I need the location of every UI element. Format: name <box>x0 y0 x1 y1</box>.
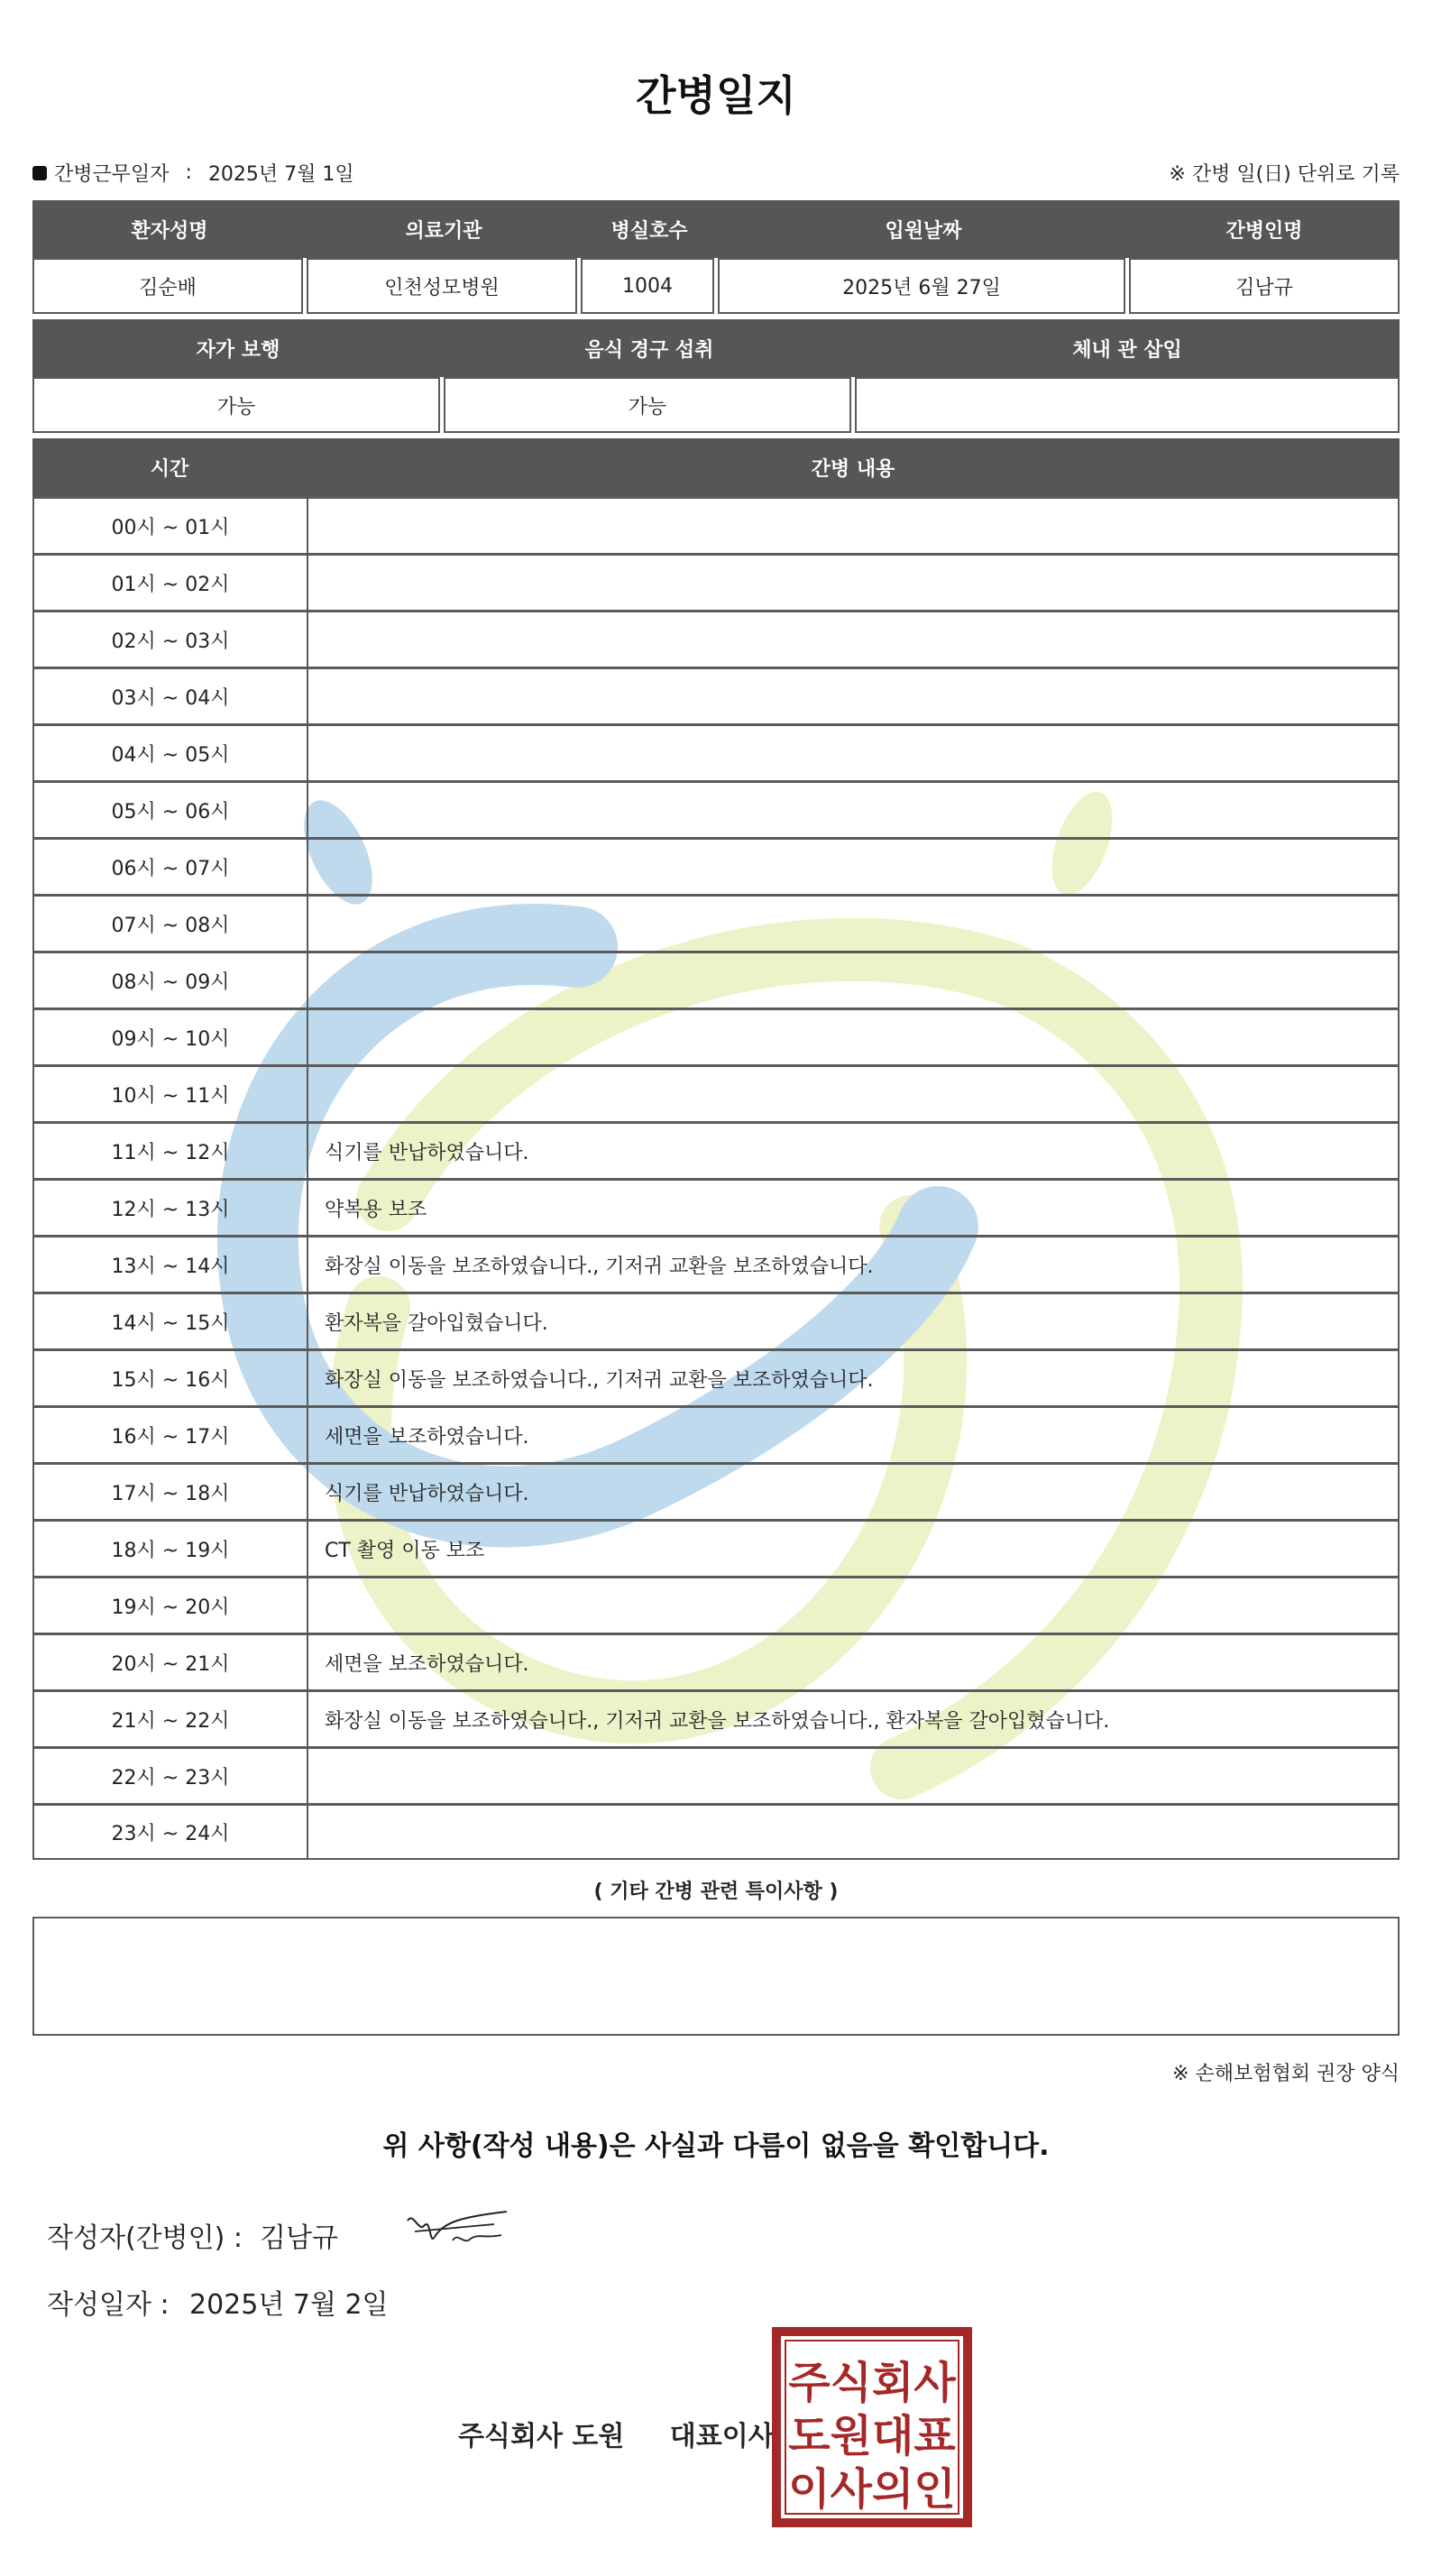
time-slot: 00시 ~ 01시 <box>32 496 307 553</box>
work-date-separator: : <box>185 161 192 184</box>
care-content: 약복용 보조 <box>307 1178 1400 1235</box>
time-slot: 01시 ~ 02시 <box>32 553 307 610</box>
time-slot: 06시 ~ 07시 <box>32 837 307 894</box>
care-content <box>307 553 1400 610</box>
table-row <box>32 667 1400 723</box>
status-info-header <box>32 319 1400 377</box>
caregiver-name-value: 김남규 <box>1129 258 1400 314</box>
care-content: 세면을 보조하였습니다. <box>307 1405 1400 1462</box>
written-date-value: 2025년 7월 2일 <box>189 2289 389 2321</box>
table-row <box>32 610 1400 667</box>
care-content <box>307 723 1400 780</box>
time-slot: 15시 ~ 16시 <box>32 1348 307 1405</box>
time-column-header: 시간 <box>150 457 189 481</box>
tube-insertion-value <box>855 377 1400 433</box>
time-slot: 22시 ~ 23시 <box>32 1746 307 1803</box>
patient-name-value: 김순배 <box>32 258 303 314</box>
notes-box <box>32 1917 1400 2036</box>
table-row <box>32 1803 1400 1860</box>
seal-line-1: 주식회사 <box>788 2358 956 2408</box>
care-content <box>307 1746 1400 1803</box>
time-slot: 20시 ~ 21시 <box>32 1633 307 1689</box>
table-row <box>32 723 1400 780</box>
table-row <box>32 1121 1400 1178</box>
care-content: 화장실 이동을 보조하였습니다., 기저귀 교환을 보조하였습니다. <box>307 1348 1400 1405</box>
work-date-label: 간병근무일자 <box>54 163 170 186</box>
table-row <box>32 496 1400 553</box>
table-row <box>32 837 1400 894</box>
room-value: 1004 <box>581 258 714 314</box>
written-date-label: 작성일자 : <box>47 2289 170 2321</box>
notes-title: ( 기타 간병 관련 특이사항 ) <box>593 1881 839 1903</box>
seal-line-3: 이사의인 <box>788 2464 956 2515</box>
table-row <box>32 1292 1400 1348</box>
care-content: 세면을 보조하였습니다. <box>307 1633 1400 1689</box>
hospital-value: 인천성모병원 <box>307 258 577 314</box>
walking-header: 자가 보행 <box>196 338 280 362</box>
table-row <box>32 780 1400 837</box>
representative-title: 대표이사 <box>669 2421 775 2452</box>
walking-value: 가능 <box>32 377 440 433</box>
care-content <box>307 1064 1400 1121</box>
hospital-header: 의료기관 <box>405 219 482 243</box>
care-content <box>307 610 1400 667</box>
company-seal-stamp <box>772 2327 972 2527</box>
table-row <box>32 1746 1400 1803</box>
patient-name-header: 환자성명 <box>131 219 208 243</box>
admission-date-header: 입원날짜 <box>885 219 962 243</box>
care-log-table <box>32 496 1400 1860</box>
care-content <box>307 1007 1400 1064</box>
patient-info-values <box>32 258 1400 314</box>
table-row <box>32 1178 1400 1235</box>
time-slot: 14시 ~ 15시 <box>32 1292 307 1348</box>
table-row <box>32 1462 1400 1519</box>
caregiver-name-header: 간병인명 <box>1225 219 1303 243</box>
time-slot: 11시 ~ 12시 <box>32 1121 307 1178</box>
table-row <box>32 553 1400 610</box>
oral-intake-value: 가능 <box>444 377 851 433</box>
writer-name: 김남규 <box>260 2222 338 2254</box>
care-content: 식기를 반납하였습니다. <box>307 1121 1400 1178</box>
time-slot: 07시 ~ 08시 <box>32 894 307 951</box>
writer-label: 작성자(간병인) : <box>47 2222 243 2254</box>
table-row <box>32 1235 1400 1292</box>
care-content-column-header: 간병 내용 <box>811 457 895 481</box>
care-content <box>307 951 1400 1007</box>
association-note: ※ 손해보험협회 권장 양식 <box>1172 2063 1400 2085</box>
bullet-square-icon <box>32 166 47 180</box>
company-name: 주식회사 도원 <box>458 2421 625 2452</box>
time-slot: 02시 ~ 03시 <box>32 610 307 667</box>
table-row <box>32 1348 1400 1405</box>
care-content <box>307 1803 1400 1860</box>
care-content: 화장실 이동을 보조하였습니다., 기저귀 교환을 보조하였습니다. <box>307 1235 1400 1292</box>
time-slot: 12시 ~ 13시 <box>32 1178 307 1235</box>
confirmation-statement: 위 사항(작성 내용)은 사실과 다름이 없음을 확인합니다. <box>382 2130 1050 2162</box>
time-slot: 10시 ~ 11시 <box>32 1064 307 1121</box>
table-row <box>32 1519 1400 1576</box>
time-slot: 17시 ~ 18시 <box>32 1462 307 1519</box>
table-row <box>32 1576 1400 1633</box>
time-slot: 19시 ~ 20시 <box>32 1576 307 1633</box>
status-info-values <box>32 377 1400 433</box>
table-row <box>32 1689 1400 1746</box>
time-slot: 08시 ~ 09시 <box>32 951 307 1007</box>
table-row <box>32 951 1400 1007</box>
care-content: CT 촬영 이동 보조 <box>307 1519 1400 1576</box>
care-content <box>307 894 1400 951</box>
care-content <box>307 837 1400 894</box>
room-header: 병실호수 <box>610 219 688 243</box>
care-content <box>307 667 1400 723</box>
care-content <box>307 780 1400 837</box>
record-unit-note: ※ 간병 일(日) 단위로 기록 <box>1169 163 1400 186</box>
work-date-line <box>32 159 1400 188</box>
table-row <box>32 1405 1400 1462</box>
care-content: 식기를 반납하였습니다. <box>307 1462 1400 1519</box>
time-slot: 03시 ~ 04시 <box>32 667 307 723</box>
oral-intake-header: 음식 경구 섭취 <box>584 338 714 362</box>
written-date-line <box>47 2282 389 2322</box>
care-content <box>307 496 1400 553</box>
admission-date-value: 2025년 6월 27일 <box>718 258 1125 314</box>
table-row <box>32 1633 1400 1689</box>
time-slot: 23시 ~ 24시 <box>32 1803 307 1860</box>
care-content: 환자복을 갈아입혔습니다. <box>307 1292 1400 1348</box>
time-slot: 09시 ~ 10시 <box>32 1007 307 1064</box>
company-line <box>458 2414 775 2453</box>
work-date-value: 2025년 7월 1일 <box>207 163 354 186</box>
handwritten-signature <box>395 2201 512 2255</box>
time-slot: 16시 ~ 17시 <box>32 1405 307 1462</box>
writer-line <box>47 2215 338 2255</box>
time-slot: 18시 ~ 19시 <box>32 1519 307 1576</box>
time-slot: 05시 ~ 06시 <box>32 780 307 837</box>
document-title: 간병일지 <box>636 71 796 120</box>
time-slot: 21시 ~ 22시 <box>32 1689 307 1746</box>
care-content: 화장실 이동을 보조하였습니다., 기저귀 교환을 보조하였습니다., 환자복을 갈아입혔습니다. <box>307 1689 1400 1746</box>
time-slot: 13시 ~ 14시 <box>32 1235 307 1292</box>
table-row <box>32 894 1400 951</box>
table-row <box>32 1007 1400 1064</box>
care-content <box>307 1576 1400 1633</box>
patient-info-header <box>32 200 1400 258</box>
care-log-header <box>32 438 1400 496</box>
tube-insertion-header: 체내 관 삽입 <box>1072 338 1182 362</box>
seal-line-2: 도원대표 <box>788 2411 956 2461</box>
time-slot: 04시 ~ 05시 <box>32 723 307 780</box>
table-row <box>32 1064 1400 1121</box>
